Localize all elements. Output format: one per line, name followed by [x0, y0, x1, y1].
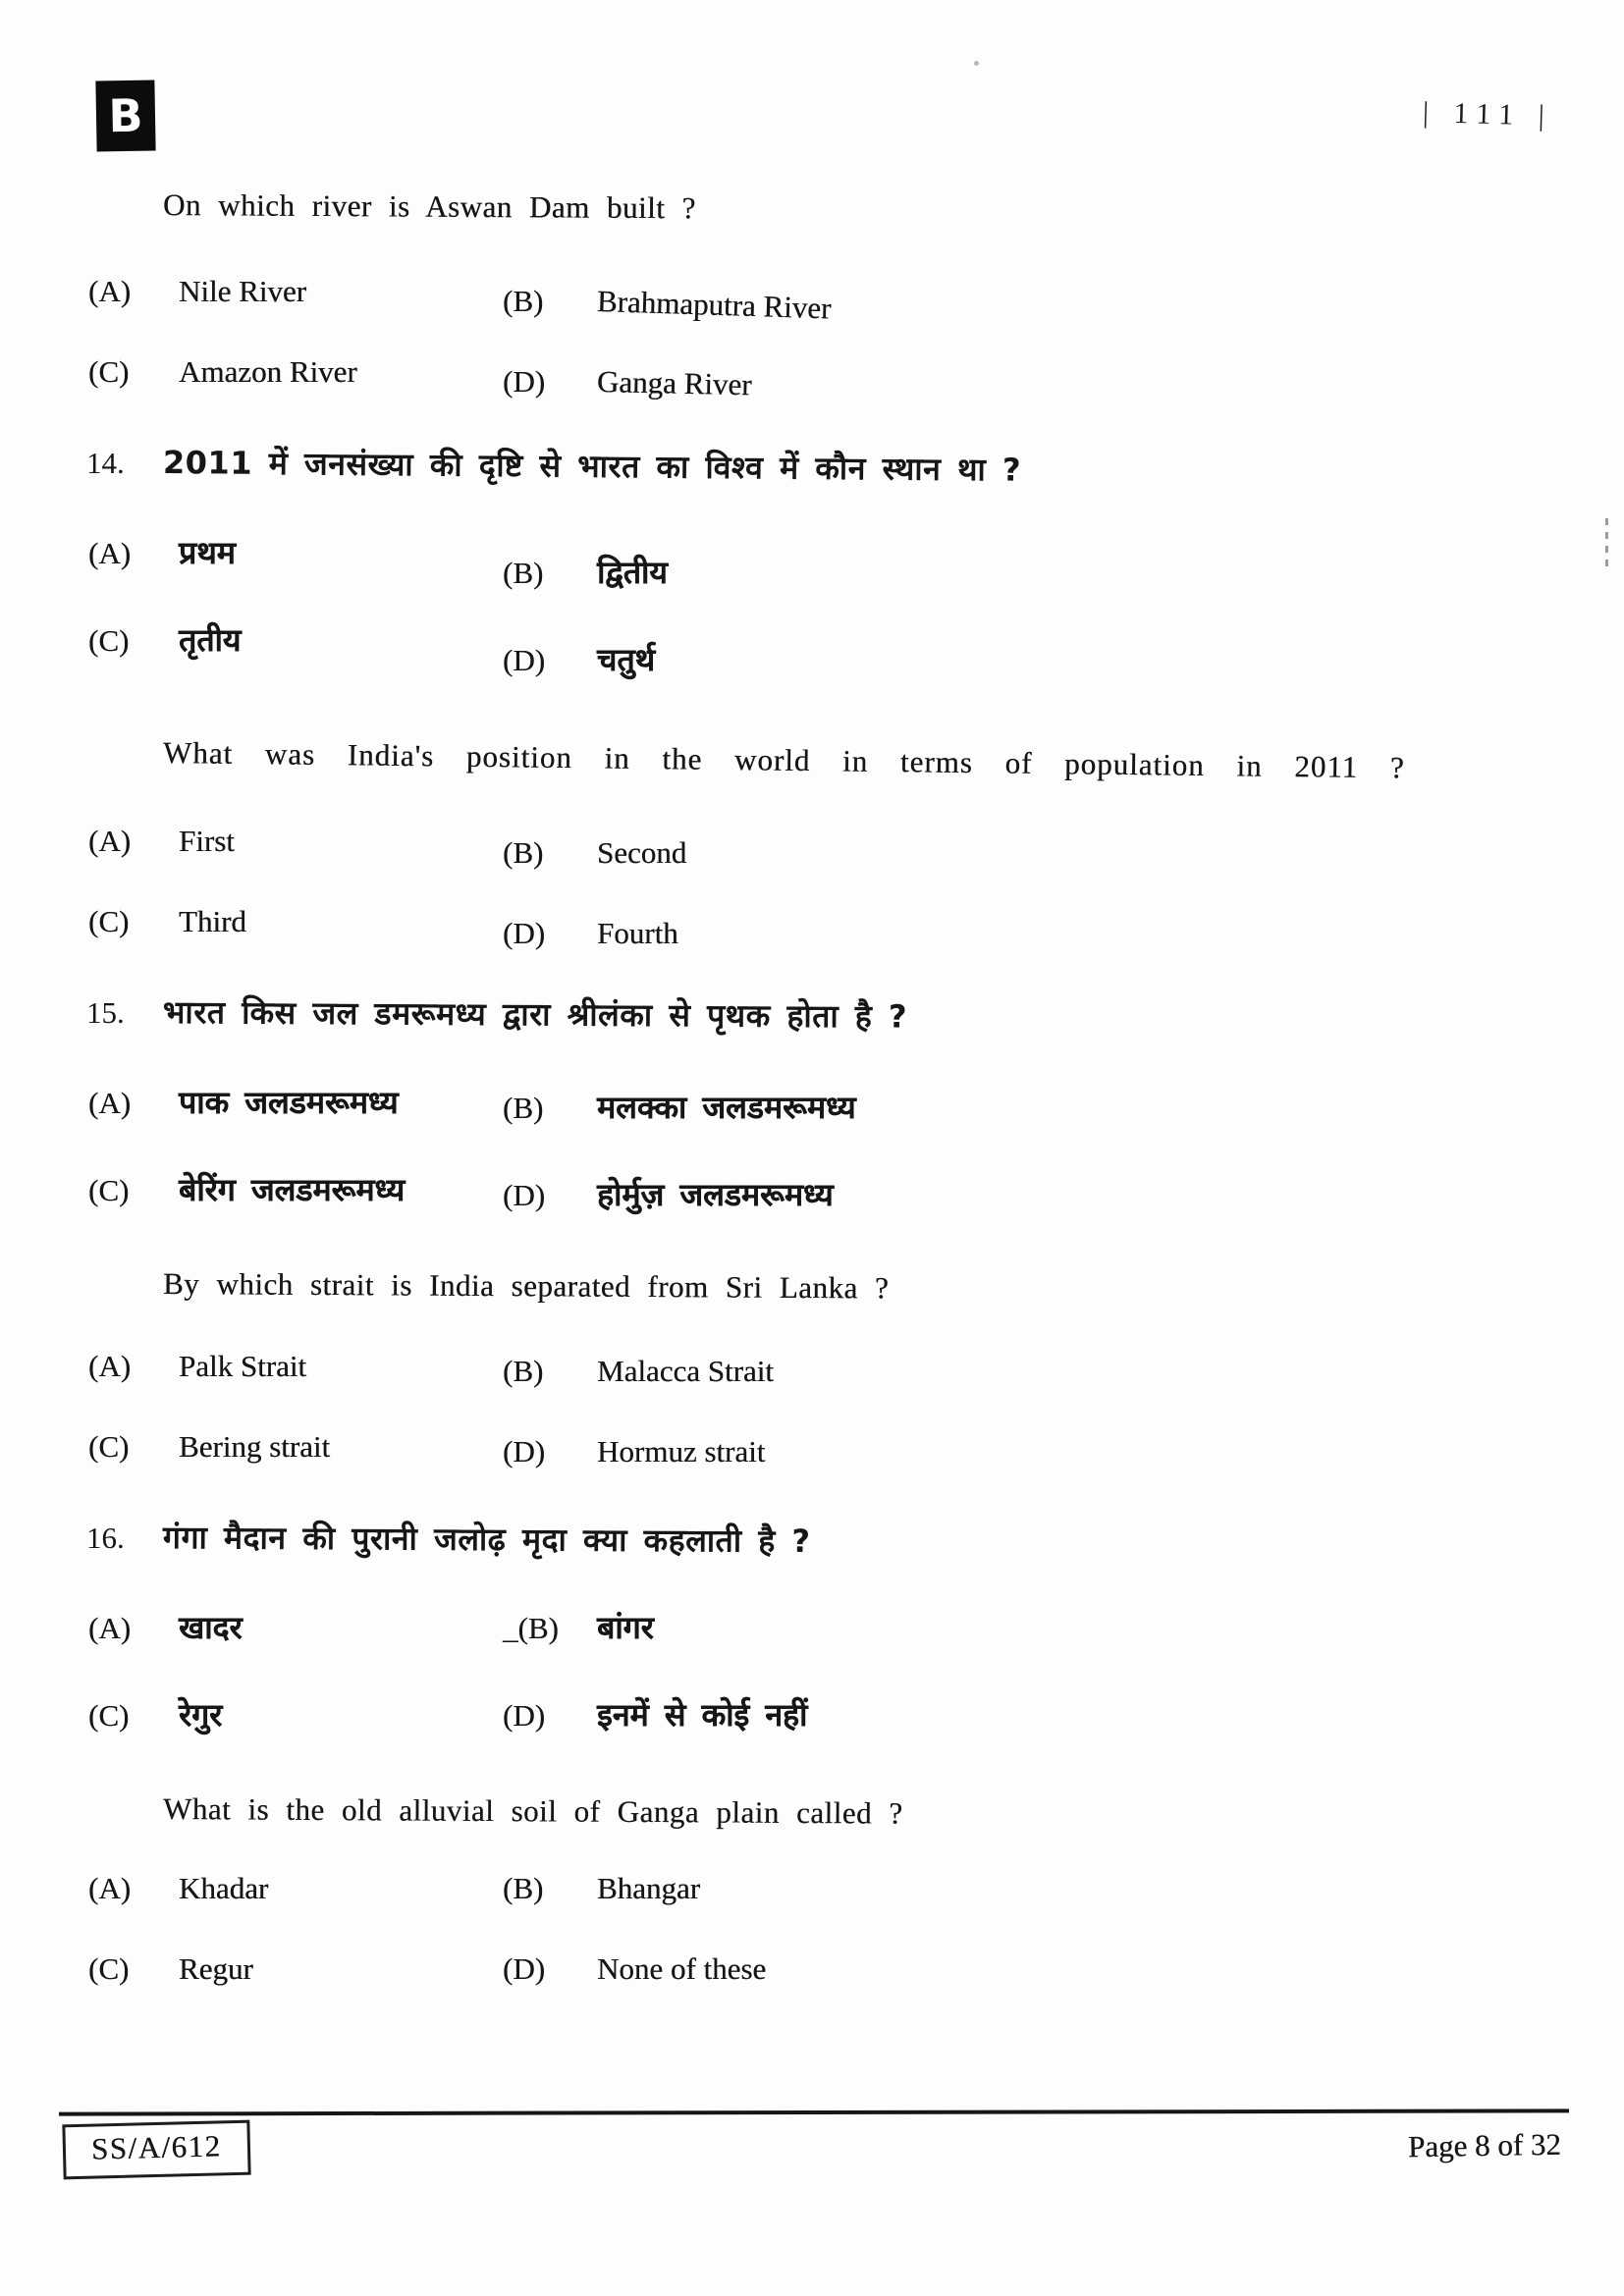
- option-label-b: (B): [503, 1871, 544, 1906]
- question-number: 14.: [86, 445, 125, 480]
- options-grid-english: [88, 824, 1514, 951]
- option-text-a: Khadar: [179, 1871, 269, 1906]
- option-text-d: Hormuz strait: [597, 1433, 766, 1468]
- option-label-d: (D): [503, 1433, 546, 1468]
- booklet-code: SS/A/612: [62, 2120, 250, 2180]
- question-text-hindi: गंगा मैदान की पुरानी जलोढ़ मृदा क्या कहलाती है ?: [162, 1518, 811, 1560]
- question-text-english: By which strait is India separated from Sri Lanka ?: [162, 1266, 890, 1306]
- scan-artifact-dash: _: [503, 1610, 518, 1645]
- question-text-hindi: भारत किस जल डमरूमध्य द्वारा श्रीलंका से पृथक होता है ?: [162, 993, 908, 1036]
- option-label-c: (C): [88, 622, 130, 658]
- option-text-d: होर्मुज़ जलडमरूमध्य: [597, 1176, 834, 1214]
- option-text-b: Brahmaputra River: [596, 283, 832, 325]
- option-text-a: Nile River: [179, 273, 306, 308]
- option-label-a: (A): [88, 824, 132, 859]
- option-text-d: इनमें से कोई नहीं: [597, 1695, 808, 1734]
- option-label-a: (A): [88, 1086, 132, 1121]
- option-text-b: बांगर: [597, 1608, 654, 1646]
- question-block-13: [86, 183, 1514, 401]
- option-label-b: _(B): [503, 1610, 559, 1645]
- option-label-a: (A): [88, 1348, 132, 1383]
- series-code-badge: B: [95, 80, 155, 151]
- questions-column: [0, 183, 1624, 2036]
- option-text-d: Ganga River: [596, 363, 752, 401]
- option-label-d: (D): [503, 1697, 546, 1733]
- option-text-a: पाक जलडमरूमध्य: [179, 1084, 399, 1122]
- option-text-a: Palk Strait: [179, 1348, 307, 1383]
- option-text-d: Fourth: [597, 916, 678, 951]
- option-label-c: (C): [88, 904, 130, 939]
- options-grid: [88, 273, 1514, 401]
- options-grid-hindi: [88, 1606, 1514, 1735]
- option-label-d: (D): [503, 363, 546, 399]
- option-label-b: (B): [503, 1091, 544, 1126]
- options-grid-english: [88, 1348, 1514, 1468]
- options-grid-hindi: [88, 531, 1514, 678]
- option-text-a: First: [179, 824, 235, 859]
- option-text-b: द्वितीय: [597, 553, 668, 591]
- option-label-b: (B): [503, 835, 544, 871]
- question-block-16: [86, 1514, 1514, 1988]
- option-label-d: (D): [503, 642, 546, 677]
- corner-page-marker: | 111 |: [1422, 96, 1554, 133]
- option-text-c: Amazon River: [179, 353, 357, 389]
- option-label-b: (B): [503, 1353, 544, 1388]
- option-text-d: None of these: [597, 1951, 767, 1987]
- option-label-b: (B): [503, 555, 544, 590]
- option-text-c: तृतीय: [179, 620, 242, 659]
- option-text-c: Regur: [179, 1951, 253, 1987]
- options-grid-english: [88, 1871, 1514, 1987]
- option-text-a: खादर: [179, 1608, 243, 1646]
- footer-divider: [59, 2109, 1569, 2115]
- option-text-a: प्रथम: [179, 533, 236, 571]
- option-label-a: (A): [88, 535, 132, 570]
- question-number: 15.: [86, 995, 125, 1031]
- option-text-d: चतुर्थ: [597, 640, 656, 678]
- question-text-english: What was India's position in the world in terms of population in 2011 ?: [162, 734, 1405, 784]
- option-text-c: Third: [179, 904, 246, 939]
- option-label-c: (C): [88, 1428, 130, 1464]
- option-label-d: (D): [503, 1178, 546, 1213]
- option-label-d: (D): [503, 1951, 546, 1987]
- option-label-c: (C): [88, 1697, 130, 1733]
- option-label-a: (A): [88, 1610, 132, 1645]
- option-label-d: (D): [503, 916, 546, 951]
- question-text-english: What is the old alluvial soil of Ganga plain called ?: [162, 1790, 903, 1831]
- option-text-c: Bering strait: [179, 1428, 331, 1464]
- option-label-c: (C): [88, 1951, 130, 1987]
- option-text-c: रेगुर: [179, 1695, 223, 1734]
- option-label-c: (C): [88, 353, 130, 389]
- question-number: 16.: [86, 1520, 125, 1555]
- scan-artifact: [974, 61, 979, 66]
- option-label-a: (A): [88, 1871, 132, 1906]
- option-label-a: (A): [88, 273, 132, 308]
- question-block-15: [86, 988, 1514, 1468]
- question-block-14: [86, 439, 1514, 951]
- options-grid-hindi: [88, 1081, 1514, 1214]
- option-text-b: Second: [597, 835, 687, 871]
- question-text-english: On which river is Aswan Dam built ?: [162, 187, 696, 226]
- option-text-c: बेरिंग जलडमरूमध्य: [179, 1171, 406, 1209]
- option-label-c: (C): [88, 1173, 130, 1208]
- option-text-b: Bhangar: [597, 1871, 701, 1906]
- page-number: Page 8 of 32: [1407, 2126, 1562, 2164]
- question-text-hindi: 2011 में जनसंख्या की दृष्टि से भारत का विश्व में कौन स्थान था ?: [162, 443, 1022, 489]
- option-label-b: (B): [503, 283, 544, 318]
- option-text-b: Malacca Strait: [597, 1353, 774, 1388]
- option-text-b: मलक्का जलडमरूमध्य: [597, 1089, 856, 1127]
